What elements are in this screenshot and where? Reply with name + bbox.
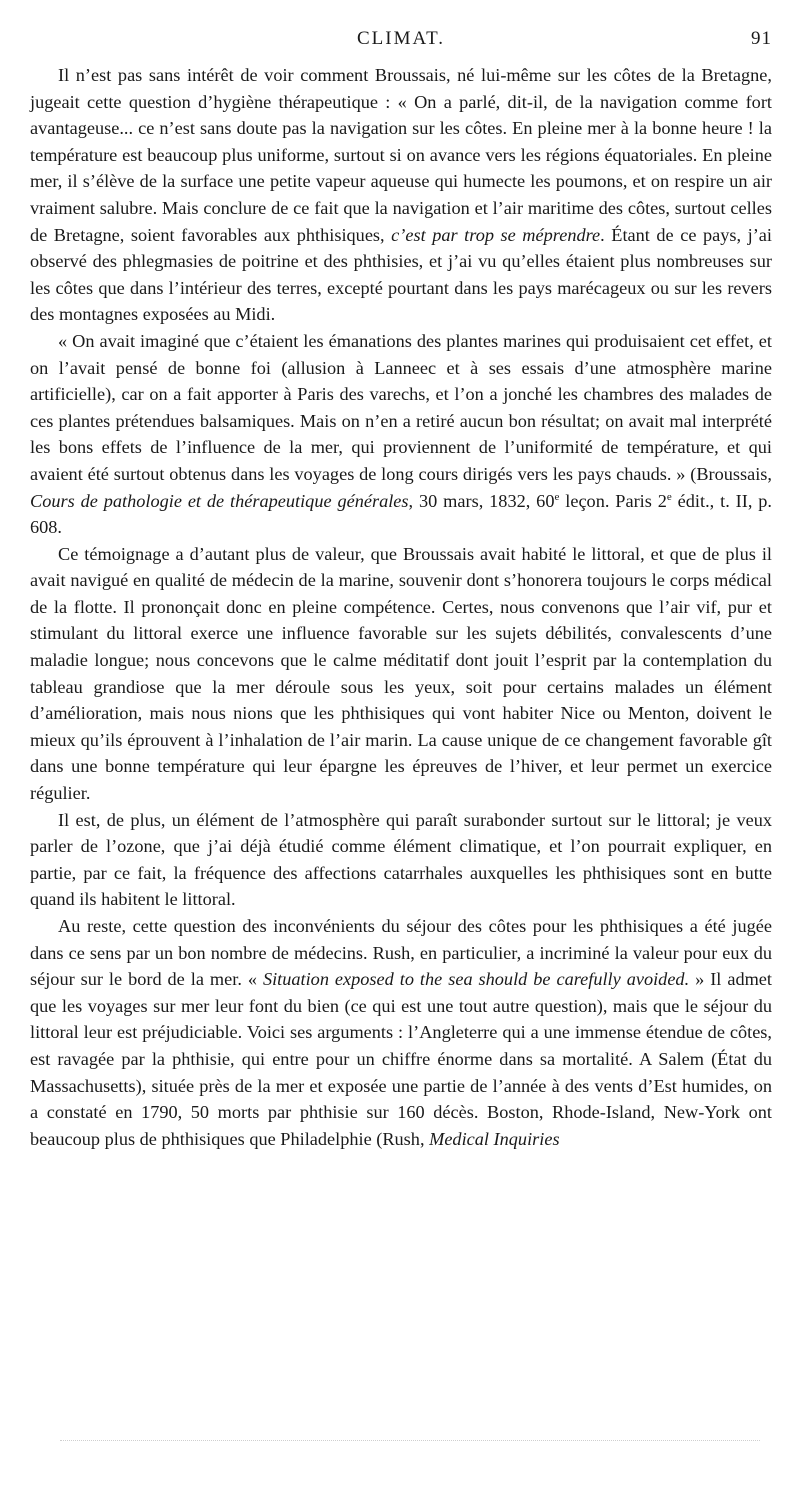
italic-text: Cours de pathologie et de thérapeutique générales (30, 490, 409, 511)
superscript: e (666, 490, 672, 503)
text-run: édit., t. II, p. 608. (30, 490, 772, 538)
text-run: « On avait imaginé que c’étaient les émanations des plantes marines qui produisaient cet effet, et on l’avait pensé de bonne foi (allusion à Lanneec et à ses essais d’une atmosphère marine artificielle), car on a fait apporter à Paris des varechs, et l’on a jonché les chambres des malades de ces plantes prétendues balsamiques. Mais on n’en a retiré aucun bon résultat; on avait mal interprété les bons effets de l’influence de la mer, qui proviennent de l’uniformité de température, et qui avaient été surtout obtenus dans les voyages de long cours dirigés vers les pays chauds. » (Broussais, (30, 330, 772, 484)
text-run: Au reste, cette question des inconvénients du séjour des côtes pour les phthisiques a été jugée dans ce sens par un bon nombre de médecins. Rush, en particulier, a incriminé la valeur pour eux du séjour sur le bord de la mer. « (30, 916, 772, 990)
paragraph (30, 328, 772, 541)
italic-text: Medical Inquiries (429, 1128, 560, 1149)
text-run: . Étant de ce pays, j’ai observé des phlegmasies de poitrine et des phthisies, et j’ai vu qu’elles étaient plus nombreuses sur les côtes que dans l’intérieur des terres, excepté pourtant dans les pays marécageux ou sur les revers des montagnes exposées au Midi. (30, 224, 772, 325)
text-run: » Il admet que les voyages sur mer leur font du bien (ce qui est une tout autre question), mais que le séjour du littoral leur est préjudiciable. Voici ses arguments : l’Angleterre qui a une immense étendue de côtes, est ravagée par la phthisie, qui entre pour un chiffre énorme dans sa mortalité. A Salem (État du Massachusetts), située près de la mer et exposée une partie de l’année à des vents d’Est humides, on a constaté en 1790, 50 morts par phthisie sur 160 décès. Boston, Rhode-Island, New-York ont beaucoup plus de phthisiques que Philadelphie (Rush, (30, 969, 772, 1149)
text-run: leçon. Paris 2 (559, 490, 667, 511)
italic-text: c’est par trop se méprendre (391, 224, 601, 245)
text-run: Il est, de plus, un élément de l’atmosphère qui paraît surabonder surtout sur le littoral; je veux parler de l’ozone, que j’ai déjà étudié comme élément climatique, et l’on pourrait expliquer, en partie, par ce fait, la fréquence des affections catarrhales auxquelles les phthisiques sont en butte quand ils habitent le littoral. (30, 809, 772, 910)
italic-text: Situation exposed to the sea should be carefully avoided. (262, 969, 690, 990)
page-number: 91 (751, 28, 772, 49)
paragraph (30, 62, 772, 328)
body-text (30, 62, 772, 1152)
running-header (30, 28, 772, 62)
text-run: , 30 mars, 1832, 60 (408, 490, 555, 511)
paragraph (30, 913, 772, 1152)
book-page (30, 28, 772, 1152)
running-title: CLIMAT. (356, 28, 446, 49)
superscript: e (554, 490, 560, 503)
text-run: Il n’est pas sans intérêt de voir comment Broussais, né lui-même sur les côtes de la Bretagne, jugeait cette question d’hygiène thérapeutique : « On a parlé, dit-il, de la navigation comme fort avantageuse... ce n’est sans doute pas la navigation sur les côtes. En pleine mer à la bonne heure ! la température est beaucoup plus uniforme, surtout si on avance vers les régions équatoriales. En pleine mer, il s’élève de la surface une petite vapeur aqueuse qui humecte les poumons, et on respire un air vraiment salubre. Mais conclure de ce fait que la navigation et l’air maritime des côtes, surtout celles de Bretagne, soient favorables aux phthisiques, (30, 65, 772, 245)
bottom-bleed-through (60, 1440, 760, 1451)
text-run: Ce témoignage a d’autant plus de valeur, que Broussais avait habité le littoral, et que de plus il avait navigué en qualité de médecin de la marine, souvenir dont s’honorera toujours le corps médical de la flotte. Il prononçait donc en pleine compétence. Certes, nous convenons que l’air vif, pur et stimulant du littoral exerce une influence favorable sur les sujets débilités, convalescents d’une maladie longue; nous concevons que le calme méditatif dont jouit l’esprit par la contemplation du tableau grandiose que la mer déroule sous les yeux, soit pour certains malades un élément d’amélioration, mais nous nions que les phthisiques qui vont habiter Nice ou Menton, doivent le mieux qu’ils éprouvent à l’inhalation de l’air marin. La cause unique de ce changement favorable gît dans une bonne température qui leur épargne les épreuves de l’hiver, et leur permet un exercice régulier. (30, 543, 772, 804)
paragraph (30, 807, 772, 913)
paragraph (30, 541, 772, 807)
